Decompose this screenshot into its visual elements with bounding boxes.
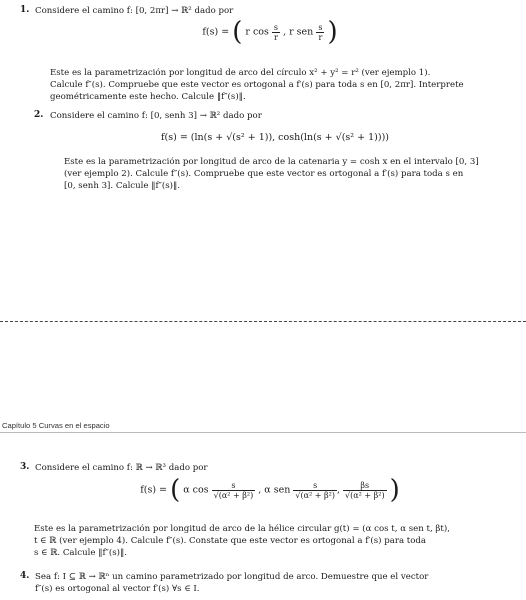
text-line: (ver ejemplo 2). Calcule f″(s). Compruebe que este vector es ortogonal a f′(s) para toda s en — [64, 169, 464, 180]
page-break-separator — [0, 321, 526, 322]
text-line: s ∈ ℝ. Calcule ‖f″(s)‖. — [34, 548, 128, 559]
exercise-3-intro: Considere el camino f: ℝ → ℝ³ dado por — [35, 463, 208, 473]
exercise-4-number: 4. — [20, 571, 30, 581]
exercise-2-body — [64, 156, 520, 193]
exercise-2-number: 2. — [34, 110, 44, 120]
formula-lhs: f(s) = — [202, 26, 230, 38]
text-line: Este es la parametrización por longitud de arco de la catenaria y = cosh x en el intervalo [0, 3] — [64, 157, 479, 167]
exercise-1-body — [50, 67, 520, 104]
text-line: geométricamente este hecho. Calcule ‖f″(s)‖. — [50, 92, 246, 103]
text-line: [0, senh 3]. Calcule ‖f″(s)‖. — [64, 181, 181, 192]
formula-sin-term: , α sen — [258, 484, 291, 496]
formula-cos-term: r cos — [245, 26, 269, 38]
text-line: t ∈ ℝ (ver ejemplo 4). Calcule f″(s). Constate que este vector es ortogonal a f′(s) para toda — [34, 536, 427, 547]
exercise-3-number: 3. — [20, 462, 30, 472]
header-rule — [0, 432, 526, 433]
exercise-2-formula: f(s) = (ln(s + √(s² + 1)), cosh(ln(s + √(s² + 1)))) — [161, 132, 389, 143]
text-line: Calcule f″(s). Compruebe que este vector es ortogonal a f′(s) para toda s en [0, 2πr]. Interprete — [50, 80, 464, 91]
formula-sin-term: , r sen — [283, 26, 314, 38]
formula-cos-term: α cos — [183, 484, 209, 496]
text-line: f″(s) es ortogonal al vector f′(s) ∀s ∈ I. — [35, 584, 200, 595]
text-line: Este es la parametrización por longitud de arco del círculo x² + y² = r² (ver ejemplo 1). — [50, 68, 431, 78]
exercise-1-intro: Considere el camino f: [0, 2πr] → ℝ² dado por — [35, 6, 234, 16]
text-line: Este es la parametrización por longitud de arco de la hélice circular g(t) = (α cos t, α sen t, βt), — [34, 524, 450, 534]
chapter-header: Capítulo 5 Curvas en el espacio — [2, 421, 110, 430]
formula-lhs: f(s) = — [140, 484, 168, 496]
exercise-3-formula: f(s) = ( α cos $\frac{s}{\text{√(α² + β²)}}$ , α sen $\frac{s}{\text{√(α² + β²)}}$ , $\frac{\beta s}{\text{√(α² + β²)}}$ ) — [140, 475, 400, 505]
exercise-3-body — [34, 523, 520, 560]
exercise-2-intro: Considere el camino f: [0, senh 3] → ℝ² dado por — [50, 111, 262, 121]
exercise-4-body — [35, 571, 521, 595]
text-line: Sea f: I ⊆ ℝ → ℝⁿ un camino parametrizado por longitud de arco. Demuestre que el vector — [35, 572, 429, 582]
exercise-1-number: 1. — [20, 5, 30, 15]
exercise-1-formula: f(s) = ( r cos $\frac{s}{r}$ , r sen $\frac{s}{r}$ ) — [202, 17, 338, 47]
